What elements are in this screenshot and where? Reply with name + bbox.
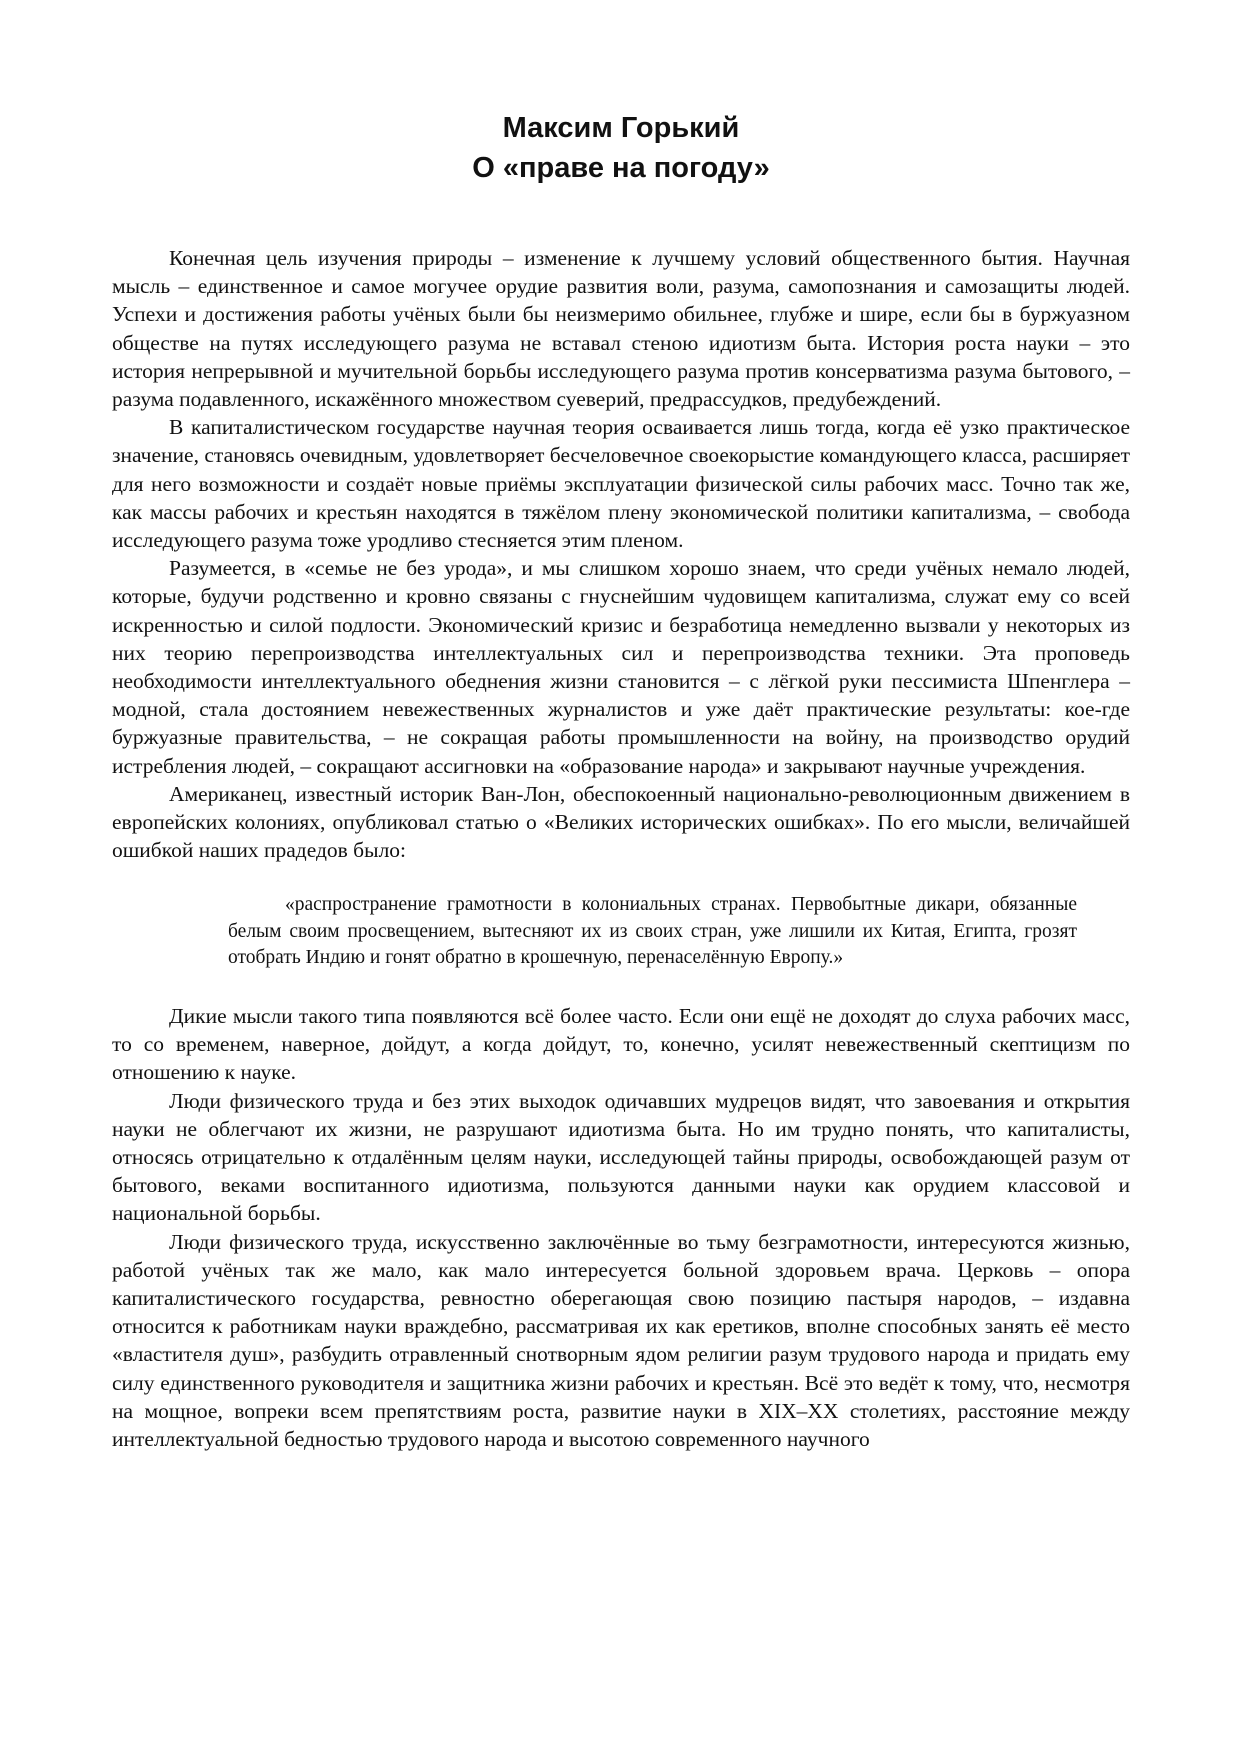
body-text [112,244,1130,1453]
paragraph-2: В капиталистическом государстве научная теория осваивается лишь тогда, когда её узко практическое значение, становясь очевидным, удовлетворяет бесчеловечное своекорыстие командующего класса, расширяет для него возможности и создаёт новые приёмы эксплуатации физической силы рабочих масс. Точно так же, как массы рабочих и крестьян находятся в тяжёлом плену экономической политики капитализма, – свобода исследующего разума тоже уродливо стесняется этим пленом. [112,415,1130,553]
title-block [0,108,1242,188]
paragraph-5: Дикие мысли такого типа появляются всё более часто. Если они ещё не доходят до слуха рабочих масс, то со временем, наверное, дойдут, а когда дойдут, то, конечно, усилят невежественный скептицизм по отношению к науке. [112,1003,1130,1085]
paragraph-3: Разумеется, в «семье не без урода», и мы слишком хорошо знаем, что среди учёных немало людей, которые, будучи родственно и кровно связаны с гнуснейшим чудовищем капитализма, служат ему со всей искренностью и силой подлости. Экономический кризис и безработица немедленно вызвали у некоторых из них теорию перепроизводства интеллектуальных сил и перепроизводства техники. Эта проповедь необходимости интеллектуального обеднения жизни становится – с лёгкой руки пессимиста Шпенглера – модной, стала достоянием невежественных журналистов и уже даёт практические результаты: кое-где буржуазные правительства, – не сокращая работы промышленности на войну, на производство орудий истребления людей, – сокращают ассигновки на «образование народа» и закрывают научные учреждения. [112,556,1130,778]
paragraph-4: Американец, известный историк Ван-Лон, обеспокоенный национально-революционным движением в европейских колониях, опубликовал статью о «Великих исторических ошибках». По его мысли, величайшей ошибкой наших прадедов было: [112,781,1130,863]
work-title: О «праве на погоду» [472,152,770,184]
author-name: Максим Горький [502,112,740,144]
paragraph-6: Люди физического труда и без этих выходок одичавших мудрецов видят, что завоевания и открытия науки не облегчают их жизни, не разрушают идиотизма быта. Но им трудно понять, что капиталисты, относясь отрицательно к отдалённым целям науки, исследующей тайны природы, освобождающей разум от бытового, веками воспитанного идиотизма, пользуются данными науки как орудием классовой и национальной борьбы. [112,1088,1130,1226]
paragraph-1: Конечная цель изучения природы – изменение к лучшему условий общественного бытия. Научная мысль – единственное и самое могучее орудие развития воли, разума, самопознания и самозащиты людей. Успехи и достижения работы учёных были бы неизмеримо обильнее, глубже и шире, если бы в буржуазном обществе на путях исследующего разума не вставал стеною идиотизм быта. История роста науки – это история непрерывной и мучительной борьбы исследующего разума против консерватизма разума бытового, – разума подавленного, искажённого множеством суеверий, предрассудков, предубеждений. [112,246,1130,412]
block-quote: «распространение грамотности в колониальных странах. Первобытные дикари, обязанные белым своим просвещением, вытесняют их из своих стран, уже лишили их Китая, Египта, грозят отобрать Индию и гонят обратно в крошечную, перенаселённую Европу.» [228,894,1077,969]
paragraph-7: Люди физического труда, искусственно заключённые во тьму безграмотности, интересуются жизнью, работой учёных так же мало, как мало интересуется больной здоровьем врача. Церковь – опора капиталистического государства, ревностно оберегающая свою позицию пастыря народов, – издавна относится к работникам науки враждебно, рассматривая их как еретиков, вполне способных занять её место «властителя душ», разбудить отравленный снотворным ядом религии разум трудового народа и придать ему силу единственного руководителя и защитника жизни рабочих и крестьян. Всё это ведёт к тому, что, несмотря на мощное, вопреки всем препятствиям роста, развитие науки в XIX–XX столетиях, расстояние между интеллектуальной бедностью трудового народа и высотою современного научного [112,1229,1130,1452]
